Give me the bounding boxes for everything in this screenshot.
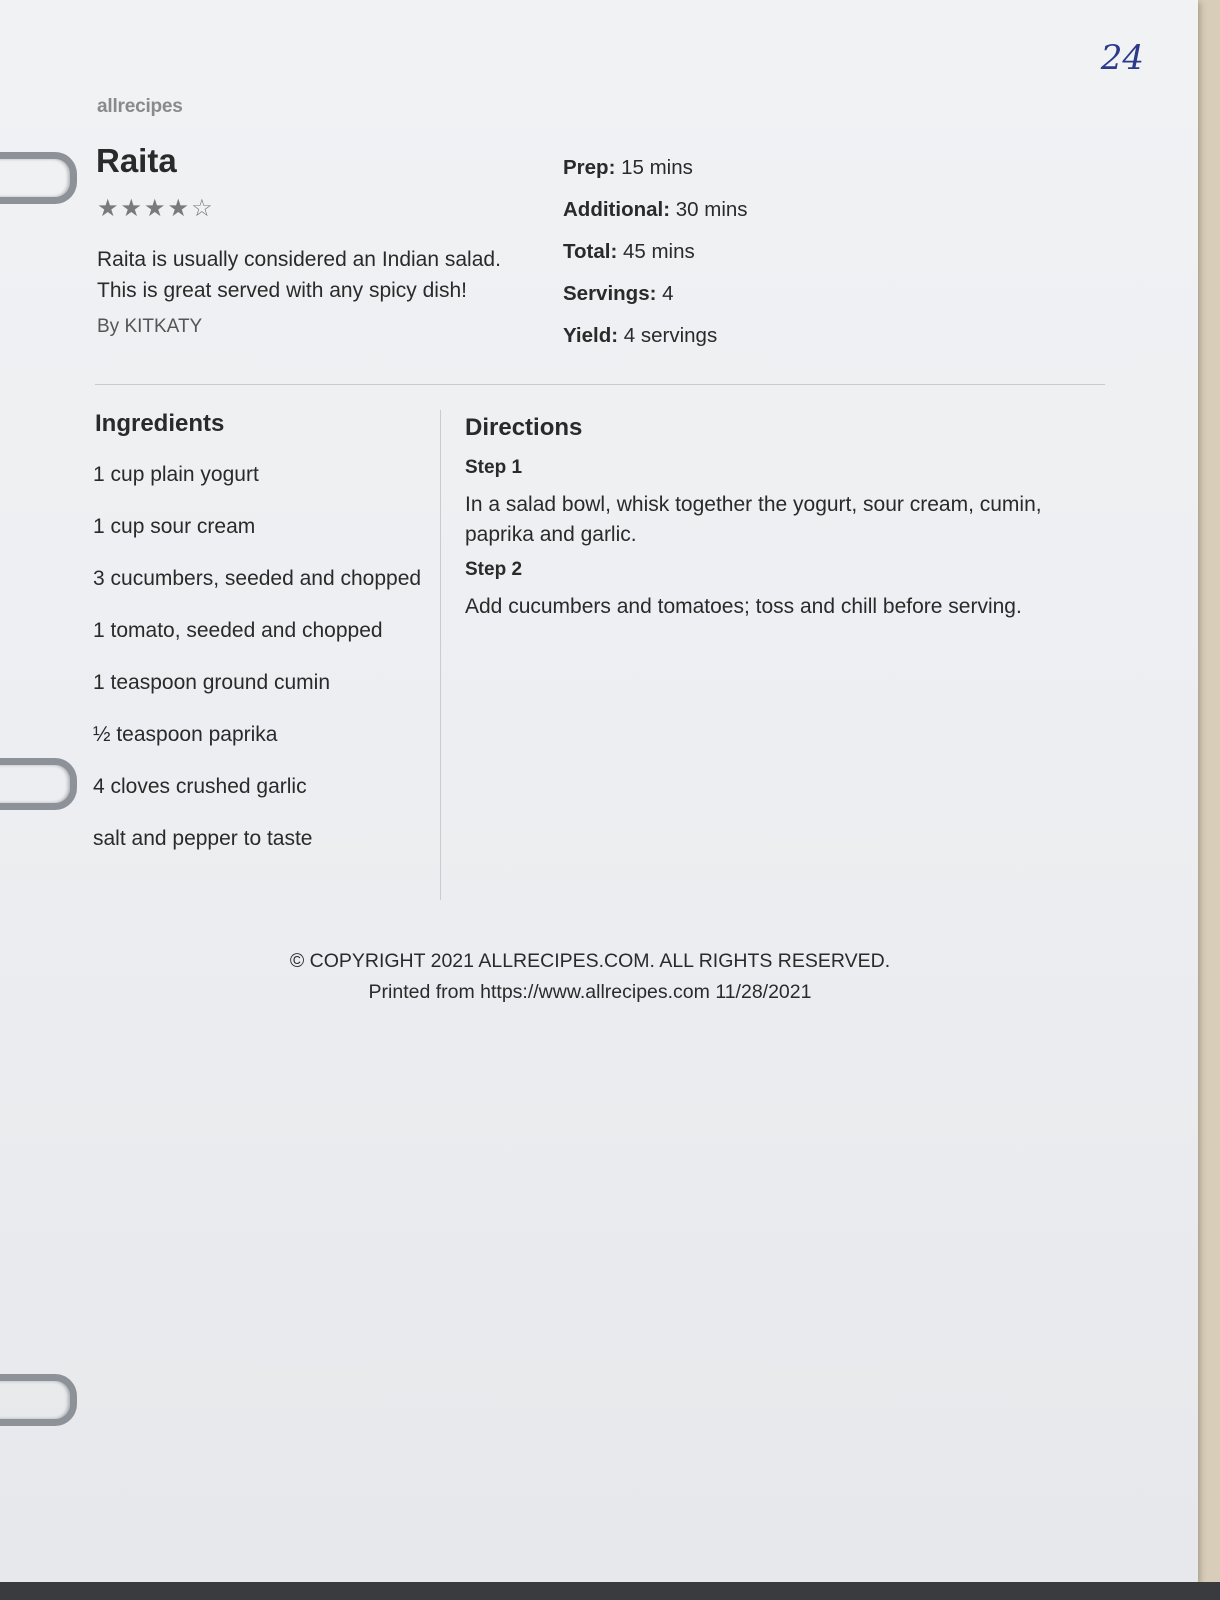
star-icon: ★: [120, 195, 145, 222]
recipe-title: Raita: [96, 142, 177, 179]
ingredient-item: 1 cup plain yogurt: [93, 463, 259, 486]
handwritten-page-number: 24: [1100, 38, 1144, 78]
ingredient-item: ½ teaspoon paprika: [93, 723, 278, 746]
step-label: Step 1: [465, 457, 523, 478]
meta-servings: [563, 280, 748, 322]
printed-from-text: Printed from https://www.allrecipes.com 11/28/2021: [368, 981, 812, 1003]
section-divider: [95, 384, 1105, 385]
meta-label: Yield:: [563, 324, 619, 347]
meta-value: 4: [662, 282, 674, 305]
ingredients-heading: Ingredients: [95, 410, 225, 437]
meta-value: 45 mins: [622, 240, 695, 263]
directions-steps: [465, 454, 1085, 628]
ingredient-item: 1 teaspoon ground cumin: [93, 671, 330, 694]
meta-label: Prep:: [563, 156, 616, 179]
brand-logo: allrecipes: [97, 96, 183, 117]
column-divider: [440, 410, 441, 900]
footer: [240, 946, 940, 1008]
ingredient-item: 4 cloves crushed garlic: [93, 775, 307, 798]
star-icon: ★: [97, 195, 121, 222]
ingredient-item: 1 cup sour cream: [93, 515, 256, 538]
recipe-meta: [563, 154, 748, 364]
meta-label: Servings:: [563, 282, 657, 305]
step-label: Step 2: [465, 559, 523, 580]
meta-value: 4 servings: [623, 324, 718, 347]
ingredient-item: 1 tomato, seeded and chopped: [93, 619, 383, 642]
binder-ring-top: [0, 152, 77, 204]
ingredient-item: salt and pepper to taste: [93, 827, 313, 850]
binder-ring-bottom: [0, 1374, 77, 1426]
binder-ring-middle: [0, 758, 77, 810]
star-outline-icon: ☆: [191, 195, 215, 222]
star-icon: ★: [167, 195, 192, 222]
recipe-description: Raita is usually considered an Indian salad. This is great served with any spicy dish!: [97, 248, 501, 302]
meta-yield: [563, 322, 748, 364]
meta-label: Total:: [563, 240, 618, 263]
rating-stars: [97, 194, 215, 223]
star-icon: ★: [144, 195, 168, 222]
meta-label: Additional:: [563, 198, 671, 221]
step-text: In a salad bowl, whisk together the yogurt, sour cream, cumin, paprika and garlic.: [465, 493, 1042, 546]
meta-prep: [563, 154, 748, 196]
meta-value: 15 mins: [621, 156, 693, 179]
recipe-author: By KITKATY: [97, 316, 203, 337]
meta-value: 30 mins: [675, 198, 748, 221]
ingredients-list: [93, 460, 423, 876]
background-edge: [0, 1582, 1220, 1600]
meta-additional: [563, 196, 748, 238]
step-text: Add cucumbers and tomatoes; toss and chill before serving.: [465, 595, 1022, 618]
copyright-text: © COPYRIGHT 2021 ALLRECIPES.COM. ALL RIGHTS RESERVED.: [289, 950, 891, 972]
directions-heading: Directions: [465, 414, 583, 441]
meta-total: [563, 238, 748, 280]
ingredient-item: 3 cucumbers, seeded and chopped: [93, 567, 422, 590]
